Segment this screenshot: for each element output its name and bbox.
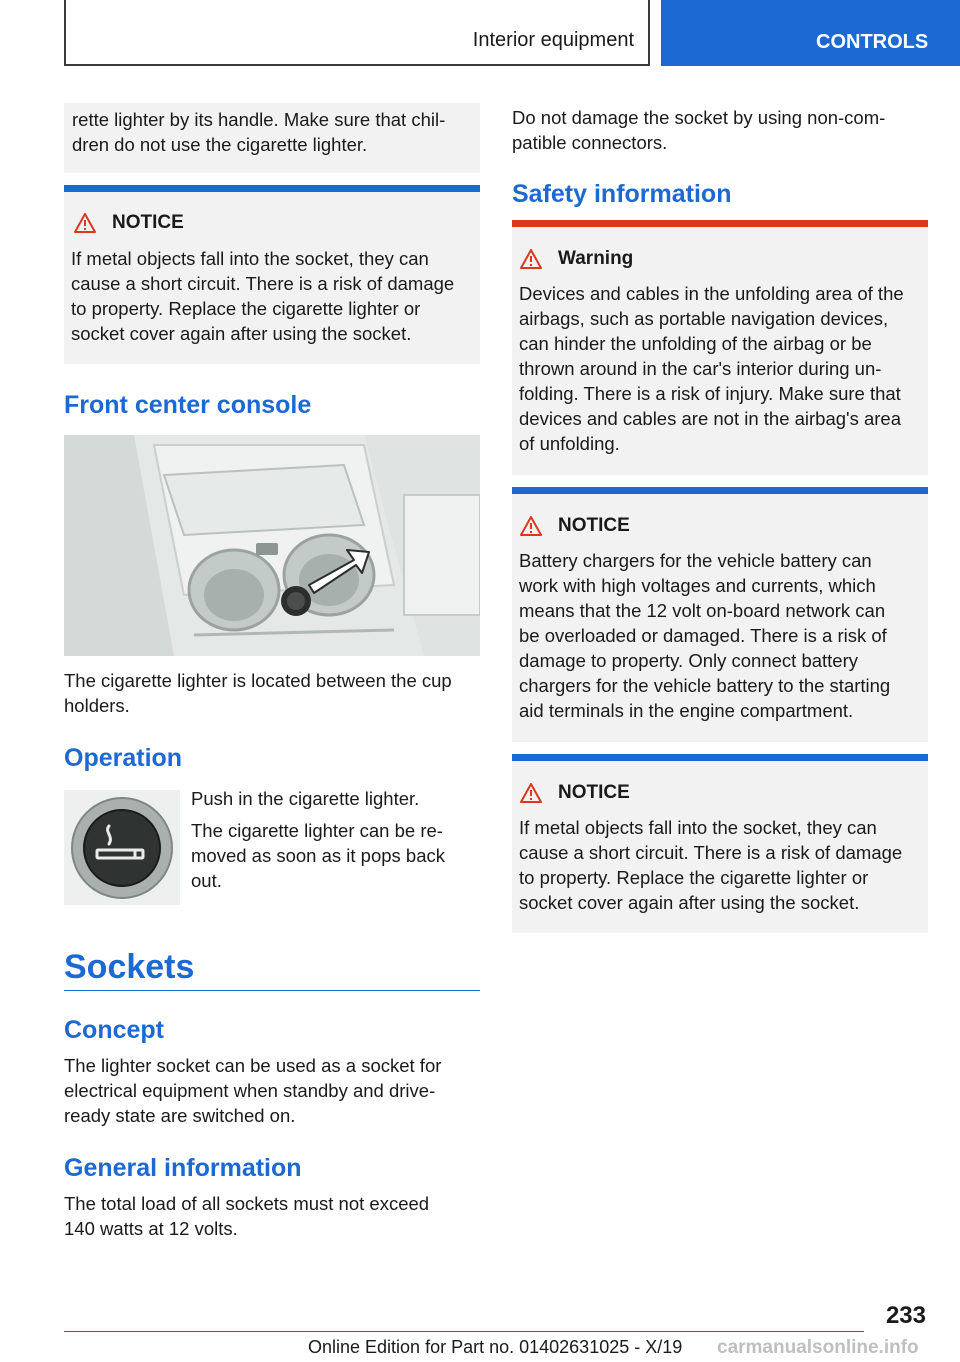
warning-triangle-icon (520, 783, 542, 803)
operation-step2: The cigarette lighter can be re- moved as soon as it pops back out. (191, 820, 446, 891)
notice2-body: Battery chargers for the vehicle battery can work with high voltages and currents, which means that the 12 volt on-board network can be overloaded or damaged. There is a risk of damage to property. Only connect battery chargers for the vehicle battery to the starting aid terminals in the engine compartment. (519, 550, 891, 721)
footer-rule (64, 1331, 864, 1332)
general-info-heading: General information (64, 1154, 302, 1182)
warning-body: Devices and cables in the unfolding area of the airbags, such as portable navigation devices, can hinder the unfolding of the airbag or be thrown around in the car's interior during un- folding. There is a risk of injury. Make sure that devices and cables are not in the airbag's area of unfolding. (519, 283, 904, 454)
warning-triangle-icon (74, 213, 96, 233)
intro-box-text: rette lighter by its handle. Make sure that chil- dren do not use the cigarette lighter. (72, 109, 446, 155)
notice1-body: If metal objects fall into the socket, they can cause a short circuit. There is a risk of damage to property. Replace the cigarette lighter or socket cover again after using the socket. (71, 248, 455, 344)
warning-title-text: Warning (558, 248, 634, 269)
watermark-text: carmanualsonline.info (717, 1337, 919, 1358)
notice2-bar (512, 487, 928, 494)
notice3-bar (512, 754, 928, 761)
warning-triangle-icon (520, 516, 542, 536)
notice3-box (512, 761, 928, 933)
notice1-title (74, 212, 184, 234)
concept-heading: Concept (64, 1016, 164, 1044)
operation-heading: Operation (64, 744, 183, 772)
notice1-box (64, 192, 480, 364)
header-section-tab (64, 0, 650, 66)
footer-edition: Online Edition for Part no. 01402631025 - X/19 (308, 1337, 683, 1357)
concept-body: The lighter socket can be used as a socket for electrical equipment when standby and drive- ready state are switched on. (64, 1055, 442, 1126)
notice1-title-text: NOTICE (112, 212, 184, 233)
front-console-heading: Front center console (64, 391, 312, 419)
intro-box (64, 103, 480, 173)
warning-title (520, 248, 633, 270)
sockets-heading: Sockets (64, 948, 195, 986)
cigarette-lighter-image (64, 790, 180, 905)
header-chapter-tab (661, 0, 960, 66)
warning-box (512, 227, 928, 475)
front-console-photo (64, 435, 480, 656)
front-console-caption: The cigarette lighter is located between the cup holders. (64, 670, 452, 716)
notice3-body: If metal objects fall into the socket, they can cause a short circuit. There is a risk of damage to property. Replace the cigarette lighter or socket cover again after using the socket. (519, 817, 903, 913)
notice2-title (520, 515, 630, 537)
header-chapter-title: CONTROLS (816, 31, 929, 53)
notice2-title-text: NOTICE (558, 515, 630, 536)
sockets-rule (64, 990, 480, 991)
operation-step1: Push in the cigarette lighter. (191, 788, 420, 809)
warning-triangle-icon (520, 249, 542, 269)
notice3-title-text: NOTICE (558, 782, 630, 803)
safety-heading: Safety information (512, 180, 732, 208)
notice1-bar (64, 185, 480, 192)
page-number: 233 (885, 1302, 926, 1329)
center-console-illustration (64, 435, 480, 656)
notice2-box (512, 494, 928, 742)
cigarette-lighter-icon (64, 790, 180, 905)
notice3-title (520, 782, 630, 804)
right-intro: Do not damage the socket by using non-com- patible connectors. (512, 107, 886, 153)
warning-bar (512, 220, 928, 227)
general-info-body: The total load of all sockets must not exceed 140 watts at 12 volts. (64, 1193, 430, 1239)
header-section-title: Interior equipment (472, 29, 634, 51)
